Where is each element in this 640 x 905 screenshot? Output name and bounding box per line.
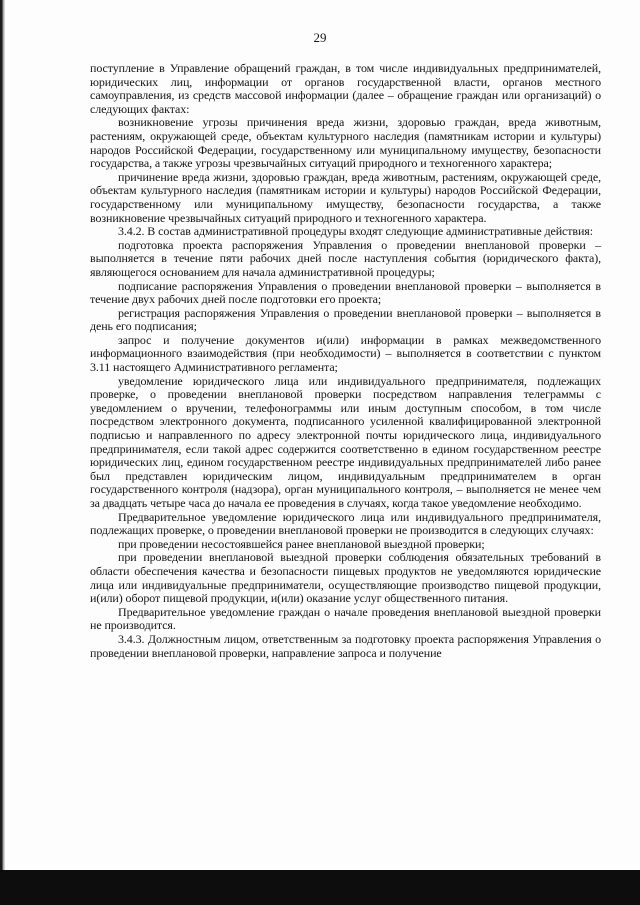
section-heading-3-4-2: 3.4.2. В состав административной процедуры входят следующие административные действия: [118,224,593,239]
section-heading-3-4-3: 3.4.3. Должностным лицом, ответственным за подготовку проекта распоряжения Управления о проведении внеплановой проверки, направление запроса и получение [90,631,601,660]
paragraph: подписание распоряжения Управления о проведении внеплановой проверки – выполняется в течение двух рабочих дней после подготовки его проекта; [90,278,601,307]
document-body [90,62,601,660]
page-number: 29 [313,30,327,45]
paragraph: подготовка проекта распоряжения Управления о проведении внеплановой проверки – выполняется в течение пяти рабочих дней после наступления события (юридического факта), являющегося основанием для начала административной процедуры; [90,237,601,279]
paragraph: при проведении несостоявшейся ранее внеплановой выездной проверки; [118,536,485,551]
scan-left-edge [0,0,5,905]
paragraph: при проведении внеплановой выездной проверки соблюдения обязательных требований в области обеспечения качества и безопасности пищевых продуктов не уведомляются юридические лица или индивидуальные предприниматели, осуществляющие производство пищевой продукции, и(или) оборот пищевой продукции, и(или) оказание услуг общественного питания. [90,550,601,606]
paragraph: Предварительное уведомление граждан о начале проведения внеплановой выездной проверки не производится. [90,604,601,633]
paragraph-continuation: поступление в Управление обращений граждан, в том числе индивидуальных предпринимателей, юридических лиц, информации от органов государственной власти, органов местного самоуправления, из средств массовой информации (далее – обращение граждан или организаций) о следующих фактах: [90,61,601,116]
paragraph: Предварительное уведомление юридического лица или индивидуального предпринимателя, подлежащих проверке, о проведении внеплановой проверки не производится в следующих случаях: [90,509,601,538]
paragraph: регистрация распоряжения Управления о проведении внеплановой проверки – выполняется в день его подписания; [90,305,601,334]
paragraph: причинение вреда жизни, здоровью граждан, вреда животным, растениям, окружающей среде, объектам культурного наследия (памятникам истории и культуры) народов Российской Федерации, государственному или муниципальному имуществу, безопасности государства, а также возникновение чрезвычайных ситуаций природного и техногенного характера. [90,169,601,225]
paragraph: запрос и получение документов и(или) информации в рамках межведомственного информационного взаимодействия (при необходимости) – выполняется в соответствии с пунктом 3.11 настоящего Административного регламента; [90,332,601,375]
paragraph: возникновение угрозы причинения вреда жизни, здоровью граждан, вреда животным, растениям, окружающей среде, объектам культурного наследия (памятникам истории и культуры) народов Российской Федерации, государственному или муниципальному имуществу, безопасности государства, а также угрозы чрезвычайных ситуаций природного и техногенного характера; [90,115,601,171]
scan-bottom-band [0,870,640,905]
paragraph: уведомление юридического лица или индивидуального предпринимателя, подлежащих проверке, о проведении внеплановой проверки посредством направления телеграммы с уведомлением о вручении, телефонограммы или иным доступным способом, в том числе посредством электронного документа, подписанного усиленной квалифицированной электронной подписью и направленного по адресу электронной почты юридического лица, индивидуального предпринимателя, если такой адрес содержится соответственно в едином государственном реестре юридических лиц, едином государственном реестре индивидуальных предпринимателей либо ранее был представлен юридическим лицом, индивидуальным предпринимателем в орган государственного контроля (надзора), орган муниципального контроля, – выполняется не менее чем за двадцать четыре часа до начала ее проведения в случаях, когда такое уведомление необходимо. [90,373,601,510]
